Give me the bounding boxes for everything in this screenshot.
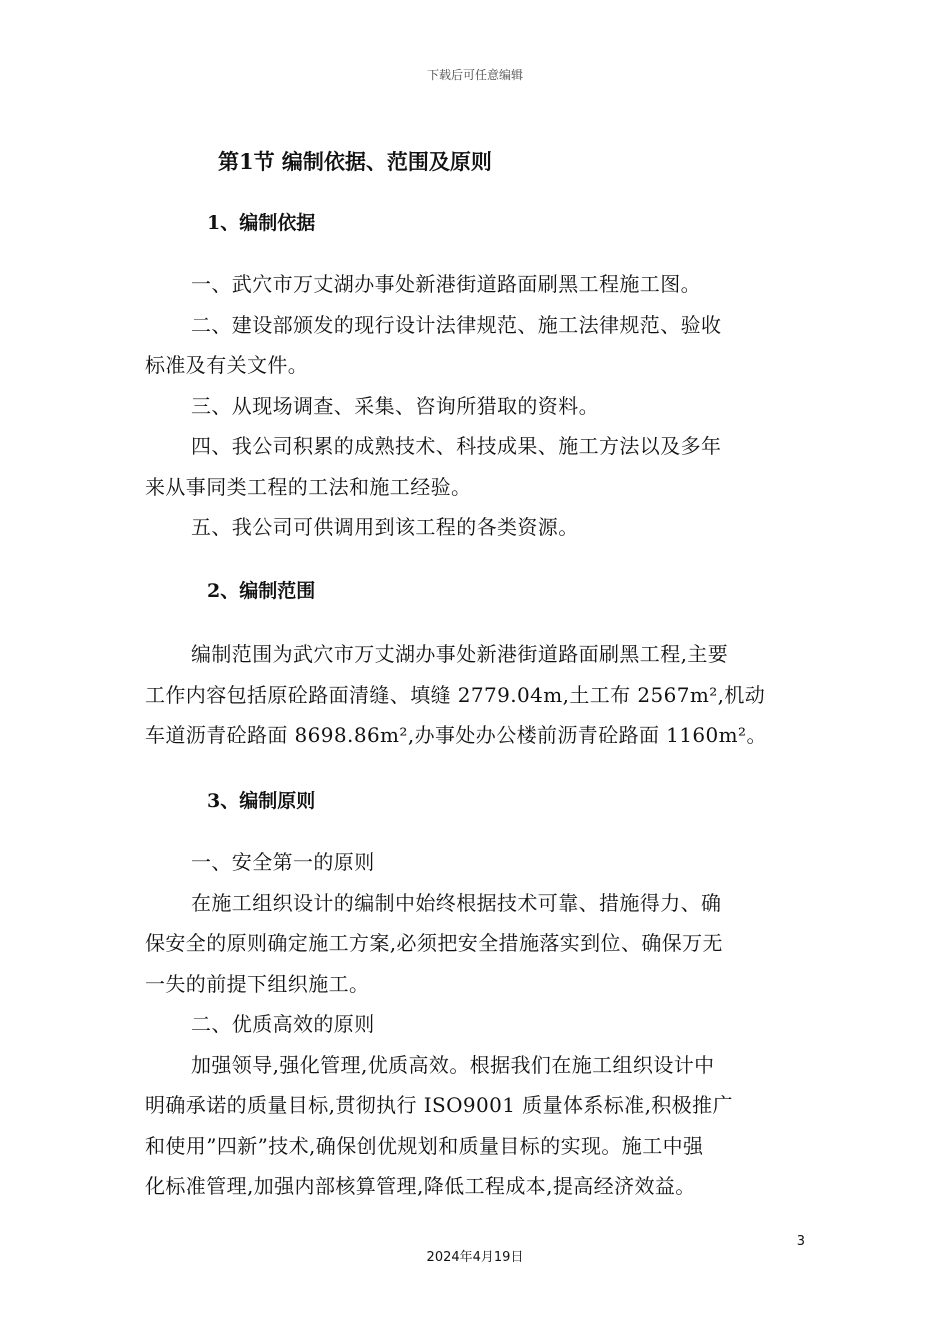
principle-2-line-4: 化标准管理,加强内部核算管理,降低工程成本,提高经济效益。 xyxy=(145,1174,696,1198)
basis-item-2-cont: 标准及有关文件。 xyxy=(145,353,309,377)
principles-heading: 3、编制原则 xyxy=(207,790,316,812)
scope-heading: 2、编制范围 xyxy=(207,580,316,602)
page-number: 3 xyxy=(796,1234,805,1249)
principle-1-line-2: 保安全的原则确定施工方案,必须把安全措施落实到位、确保万无 xyxy=(145,931,723,955)
scope-paragraph xyxy=(145,634,815,756)
principle-1-title: 一、安全第一的原则 xyxy=(191,850,375,874)
footer-date: 2024年4月19日 xyxy=(426,1250,524,1265)
basis-item-5: 五、我公司可供调用到该工程的各类资源。 xyxy=(191,515,579,539)
basis-item-3: 三、从现场调查、采集、咨询所猎取的资料。 xyxy=(191,393,599,418)
principle-2-line-3: 和使用”四新”技术,确保创优规划和质量目标的实现。施工中强 xyxy=(145,1133,704,1158)
principle-2-title: 二、优质高效的原则 xyxy=(191,1012,375,1036)
principle-1-line-3: 一失的前提下组织施工。 xyxy=(145,971,370,996)
principles-paragraph xyxy=(145,842,815,1207)
basis-item-2: 二、建设部颁发的现行设计法律规范、施工法律规范、验收 xyxy=(191,312,722,337)
basis-item-1: 一、武穴市万丈湖办事处新港街道路面刷黑工程施工图。 xyxy=(191,272,701,296)
basis-item-4-cont: 来从事同类工程的工法和施工经验。 xyxy=(145,474,472,499)
basis-list xyxy=(145,264,815,548)
scope-line-2: 工作内容包括原砼路面清缝、填缝 2779.04m,土工布 2567m²,机动 xyxy=(145,682,766,707)
section-title: 第1节 编制依据、范围及原则 xyxy=(218,149,492,174)
principle-2-line-2: 明确承诺的质量目标,贯彻执行 ISO9001 质量体系标准,积极推广 xyxy=(145,1093,733,1117)
basis-heading: 1、编制依据 xyxy=(207,212,316,234)
page-header: 下载后可任意编辑 xyxy=(426,68,523,82)
principle-1-line-1: 在施工组织设计的编制中始终根据技术可靠、措施得力、确 xyxy=(191,890,722,915)
scope-line-1: 编制范围为武穴市万丈湖办事处新港街道路面刷黑工程,主要 xyxy=(191,642,729,666)
basis-item-4: 四、我公司积累的成熟技术、科技成果、施工方法以及多年 xyxy=(191,434,722,458)
scope-line-3: 车道沥青砼路面 8698.86m²,办事处办公楼前沥青砼路面 1160m²。 xyxy=(145,723,767,747)
principle-2-line-1: 加强领导,强化管理,优质高效。根据我们在施工组织设计中 xyxy=(191,1052,715,1077)
